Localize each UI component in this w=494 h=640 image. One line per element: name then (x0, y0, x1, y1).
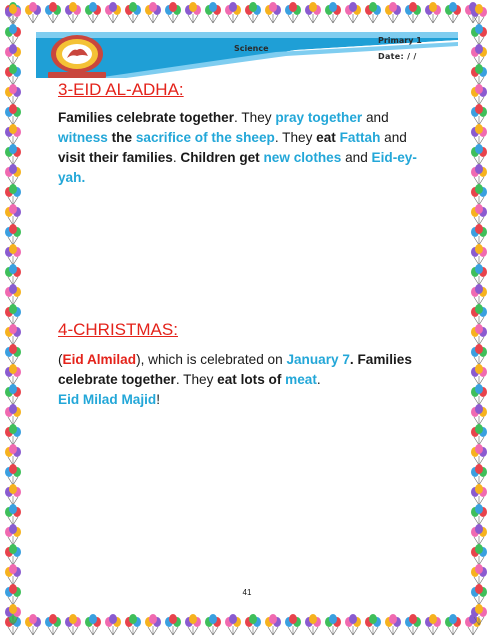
text-run: . (172, 150, 181, 165)
balloon-icon (470, 384, 488, 406)
balloon-icon (4, 64, 22, 86)
text-run: Children get (180, 150, 260, 165)
page-number: 41 (242, 588, 252, 597)
balloon-icon (470, 344, 488, 366)
balloon-icon (470, 104, 488, 126)
balloon-icon (244, 2, 262, 24)
balloon-icon (84, 2, 102, 24)
text-run: . (316, 372, 321, 387)
balloon-icon (470, 24, 488, 46)
text-run: eat (316, 130, 336, 145)
text-run: . They (274, 130, 317, 145)
text-run: sacrifice of the sheep (135, 130, 275, 145)
balloon-icon (184, 2, 202, 24)
balloon-icon (470, 284, 488, 306)
balloon-icon (144, 614, 162, 636)
balloon-icon (144, 2, 162, 24)
balloon-icon (4, 404, 22, 426)
balloon-icon (244, 614, 262, 636)
balloon-icon (470, 244, 488, 266)
balloon-icon (344, 614, 362, 636)
worksheet-header (36, 32, 458, 78)
balloon-icon (404, 614, 422, 636)
balloon-border-top (0, 0, 494, 26)
text-run: witness (58, 130, 108, 145)
balloon-icon (470, 124, 488, 146)
balloon-icon (470, 224, 488, 246)
balloon-icon (4, 244, 22, 266)
balloon-icon (4, 324, 22, 346)
balloon-icon (470, 464, 488, 486)
balloon-icon (4, 224, 22, 246)
balloon-icon (470, 4, 488, 26)
balloon-icon (470, 184, 488, 206)
balloon-icon (424, 614, 442, 636)
balloon-icon (4, 364, 22, 386)
balloon-icon (24, 614, 42, 636)
text-run: ), which is celebrated on (136, 352, 287, 367)
balloon-icon (4, 124, 22, 146)
balloon-icon (124, 614, 142, 636)
balloon-icon (124, 2, 142, 24)
text-run: new clothes (263, 150, 342, 165)
text-run: . (81, 170, 86, 185)
balloon-icon (84, 614, 102, 636)
balloon-icon (4, 4, 22, 26)
balloon-icon (4, 444, 22, 466)
text-run: Eid Almilad (62, 352, 137, 367)
balloon-icon (364, 2, 382, 24)
paragraph-christmas (58, 350, 428, 390)
text-run: . They (234, 110, 276, 125)
text-run: ! (156, 392, 160, 407)
balloon-border-right (466, 0, 492, 640)
balloon-icon (4, 504, 22, 526)
section-eid-al-adha (58, 80, 428, 100)
balloon-icon (304, 614, 322, 636)
text-run: the (107, 130, 136, 145)
balloon-icon (470, 484, 488, 506)
balloon-icon (4, 384, 22, 406)
balloon-icon (470, 404, 488, 426)
text-run: Families celebrate together (58, 110, 235, 125)
balloon-icon (470, 604, 488, 626)
balloon-icon (324, 2, 342, 24)
balloon-icon (284, 614, 302, 636)
school-logo (50, 34, 104, 74)
balloon-icon (470, 564, 488, 586)
balloon-icon (164, 614, 182, 636)
balloon-icon (344, 2, 362, 24)
text-run: pray together (275, 110, 363, 125)
balloon-icon (324, 614, 342, 636)
balloon-icon (304, 2, 322, 24)
balloon-icon (470, 144, 488, 166)
balloon-icon (64, 2, 82, 24)
balloon-icon (384, 614, 402, 636)
section-christmas-body (58, 350, 428, 410)
balloon-border-bottom (0, 612, 494, 638)
balloon-icon (204, 614, 222, 636)
balloon-icon (164, 2, 182, 24)
logo-caption-bar (48, 72, 106, 78)
balloon-icon (224, 614, 242, 636)
text-run: Eid-ey-yah (58, 150, 417, 185)
section-christmas (58, 320, 428, 340)
balloon-icon (4, 304, 22, 326)
balloon-icon (104, 614, 122, 636)
balloon-icon (470, 264, 488, 286)
text-run: Fattah (339, 130, 381, 145)
balloon-icon (4, 44, 22, 66)
balloon-icon (4, 344, 22, 366)
balloon-icon (4, 264, 22, 286)
balloon-icon (470, 504, 488, 526)
text-run: ( (58, 352, 63, 367)
balloon-icon (64, 614, 82, 636)
text-run: Eid Milad Majid (58, 392, 157, 407)
balloon-icon (4, 84, 22, 106)
text-run: and (341, 150, 372, 165)
balloon-icon (4, 424, 22, 446)
balloon-icon (4, 164, 22, 186)
balloon-icon (424, 2, 442, 24)
text-run: eat lots of (217, 372, 282, 387)
section-heading: 3-EID AL-ADHA: (58, 80, 184, 99)
balloon-icon (284, 2, 302, 24)
balloon-icon (224, 2, 242, 24)
balloon-icon (104, 2, 122, 24)
balloon-icon (4, 204, 22, 226)
balloon-icon (4, 24, 22, 46)
date-label: Date: / / (378, 52, 417, 61)
balloon-icon (444, 2, 462, 24)
balloon-icon (404, 2, 422, 24)
balloon-icon (470, 84, 488, 106)
text-run: . Families celebrate together (58, 352, 412, 387)
balloon-icon (264, 2, 282, 24)
section-heading: 4-CHRISTMAS: (58, 320, 178, 339)
subject-label: Science (234, 44, 269, 53)
text-run: January 7 (286, 352, 350, 367)
balloon-icon (4, 544, 22, 566)
text-run: . They (175, 372, 218, 387)
balloon-icon (470, 424, 488, 446)
balloon-icon (4, 284, 22, 306)
balloon-icon (264, 614, 282, 636)
balloon-icon (470, 524, 488, 546)
balloon-icon (470, 544, 488, 566)
balloon-icon (470, 44, 488, 66)
balloon-icon (44, 614, 62, 636)
balloon-icon (470, 444, 488, 466)
balloon-icon (470, 304, 488, 326)
balloon-icon (4, 604, 22, 626)
balloon-icon (470, 204, 488, 226)
balloon-icon (364, 614, 382, 636)
balloon-icon (4, 184, 22, 206)
balloon-icon (4, 104, 22, 126)
balloon-icon (44, 2, 62, 24)
balloon-icon (184, 614, 202, 636)
balloon-icon (4, 564, 22, 586)
balloon-icon (4, 484, 22, 506)
balloon-icon (470, 64, 488, 86)
section-eid-al-adha-body (58, 108, 428, 188)
balloon-icon (384, 2, 402, 24)
balloon-icon (24, 2, 42, 24)
text-run: and (362, 110, 389, 125)
balloon-icon (4, 464, 22, 486)
text-run: and (380, 130, 407, 145)
text-run: meat (285, 372, 317, 387)
balloon-icon (4, 144, 22, 166)
paragraph-eid-al-adha (58, 108, 428, 188)
balloon-icon (4, 524, 22, 546)
balloon-icon (470, 324, 488, 346)
balloon-icon (444, 614, 462, 636)
grade-label: Primary 1 (378, 36, 422, 45)
text-run: visit their families (58, 150, 173, 165)
balloon-icon (470, 164, 488, 186)
balloon-icon (204, 2, 222, 24)
paragraph-greeting (58, 390, 428, 410)
balloon-border-left (0, 0, 26, 640)
balloon-icon (470, 364, 488, 386)
